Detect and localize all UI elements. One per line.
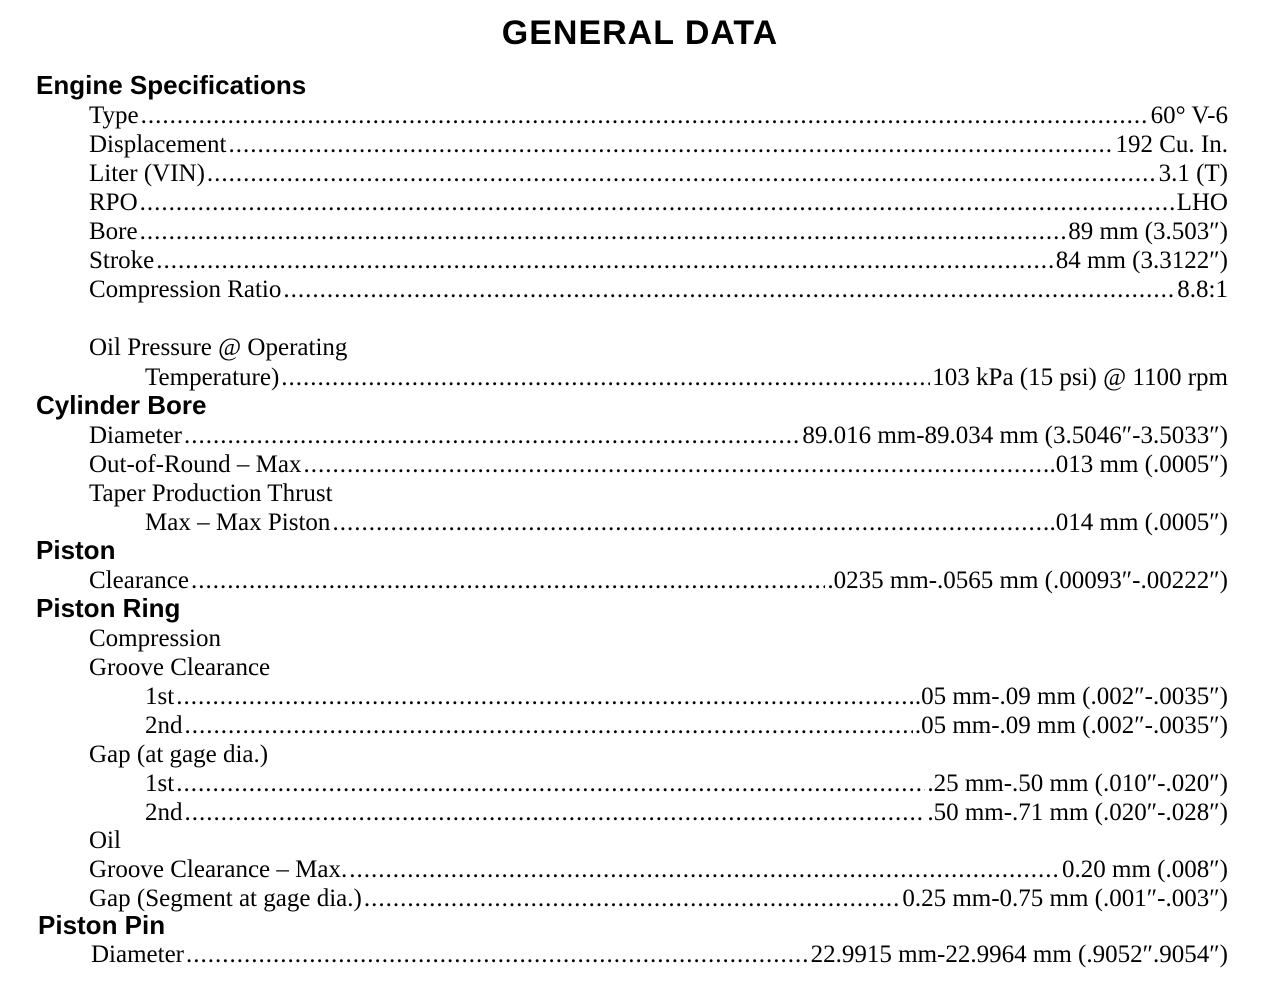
spec-label: 2nd: [145, 799, 183, 826]
spec-label-oil-pressure: Oil Pressure @ Operating: [89, 334, 348, 361]
dot-leader: [185, 798, 926, 827]
section-heading-cylinder-bore: Cylinder Bore: [36, 390, 207, 420]
spec-row-type: [89, 101, 1228, 130]
spec-value: .014 mm (.0005″): [1049, 509, 1228, 536]
spec-value: 8.8:1: [1177, 276, 1228, 303]
spec-value: 3.1 (T): [1158, 160, 1228, 187]
section-heading-piston-ring: Piston Ring: [36, 593, 181, 623]
dot-leader: [228, 130, 1113, 159]
spec-label: Clearance: [89, 567, 189, 594]
section-heading-engine: Engine Specifications: [36, 70, 307, 100]
spec-value: 0.25 mm-0.75 mm (.001″-.003″): [902, 885, 1228, 912]
dot-leader: [176, 682, 913, 711]
spec-label: 1st: [145, 770, 175, 797]
spec-value: 103 kPa (15 psi) @ 1100 rpm: [932, 364, 1228, 391]
spec-row-bore: [89, 217, 1228, 246]
spec-row-compression-ratio: [89, 275, 1228, 304]
spec-row-pin-diameter: [91, 940, 1228, 969]
spec-label: RPO: [89, 189, 138, 216]
spec-value: 84 mm (3.3122″): [1055, 247, 1228, 274]
spec-value: 0.20 mm (.008″): [1062, 856, 1228, 883]
dot-leader: [281, 363, 930, 392]
spec-value: 60° V-6: [1150, 102, 1228, 129]
page-title: GENERAL DATA: [501, 14, 779, 52]
spec-label: Diameter: [89, 422, 183, 449]
dot-leader: [207, 159, 1157, 188]
spec-row-oil-pressure: [145, 363, 1228, 392]
spec-value: .50 mm-.71 mm (.020″-.028″): [927, 799, 1228, 826]
section-heading-piston: Piston: [36, 535, 116, 565]
spec-row-gap-2nd: [145, 798, 1228, 827]
spec-label: Bore: [89, 218, 138, 245]
spec-value: 192 Cu. In.: [1115, 131, 1228, 158]
dot-leader: [364, 884, 901, 913]
spec-value: .25 mm-.50 mm (.010″-.020″): [927, 770, 1228, 797]
spec-label-taper: Taper Production Thrust: [89, 480, 333, 507]
spec-label: Out-of-Round – Max: [89, 451, 302, 478]
spec-row-rpo: [89, 188, 1228, 217]
spec-label-gap: Gap (at gage dia.): [89, 741, 269, 768]
dot-leader: [332, 508, 1047, 537]
dot-leader: [186, 940, 809, 969]
dot-leader: [185, 711, 913, 740]
dot-leader: [156, 246, 1054, 275]
spec-row-taper: [145, 508, 1228, 537]
spec-label: Diameter: [91, 941, 185, 968]
dot-leader: [176, 769, 925, 798]
dot-leader: [140, 188, 1175, 217]
spec-value: 89.016 mm-89.034 mm (3.5046″-3.5033″): [802, 422, 1228, 449]
spec-value: LHO: [1176, 189, 1228, 216]
dot-leader: [283, 275, 1175, 304]
spec-value: 22.9915 mm-22.9964 mm (.9052″.9054″): [810, 941, 1228, 968]
spec-label-oil: Oil: [89, 827, 121, 854]
spec-label: Compression Ratio: [89, 276, 282, 303]
spec-label-groove-clearance: Groove Clearance: [89, 654, 271, 681]
dot-leader: [141, 101, 1149, 130]
spec-label: Gap (Segment at gage dia.): [89, 885, 362, 912]
spec-row-oil-gap: [89, 884, 1228, 913]
spec-label: 2nd: [145, 712, 183, 739]
spec-row-out-of-round: [89, 450, 1228, 479]
spec-row-stroke: [89, 246, 1228, 275]
dot-leader: [184, 421, 800, 450]
dot-leader: [140, 217, 1067, 246]
spec-label: Type: [89, 102, 139, 129]
spec-label: Groove Clearance – Max.: [89, 856, 348, 883]
spec-row-liter: [89, 159, 1228, 188]
spec-row-gap-1st: [145, 769, 1228, 798]
section-heading-piston-pin: Piston Pin: [38, 910, 166, 940]
spec-value: .0235 mm-.0565 mm (.00093″-.00222″): [827, 567, 1228, 594]
dot-leader: [349, 855, 1060, 884]
spec-label: Temperature): [145, 364, 280, 391]
spec-row-groove-1st: [145, 682, 1228, 711]
dot-leader: [191, 566, 825, 595]
spec-row-groove-2nd: [145, 711, 1228, 740]
dot-leader: [303, 450, 1047, 479]
spec-label: 1st: [145, 683, 175, 710]
spec-label-compression: Compression: [89, 625, 221, 652]
spec-label: Liter (VIN): [89, 160, 205, 187]
spec-row-displacement: [89, 130, 1228, 159]
spec-row-bore-diameter: [89, 421, 1228, 450]
spec-value: .05 mm-.09 mm (.002″-.0035″): [914, 712, 1228, 739]
spec-row-oil-groove: [89, 855, 1228, 884]
spec-value: .05 mm-.09 mm (.002″-.0035″): [914, 683, 1228, 710]
spec-label: Max – Max Piston: [145, 509, 331, 536]
spec-row-piston-clearance: [89, 566, 1228, 595]
spec-label: Stroke: [89, 247, 155, 274]
spec-label: Displacement: [89, 131, 227, 158]
spec-value: .013 mm (.0005″): [1049, 451, 1228, 478]
spec-value: 89 mm (3.503″): [1068, 218, 1228, 245]
